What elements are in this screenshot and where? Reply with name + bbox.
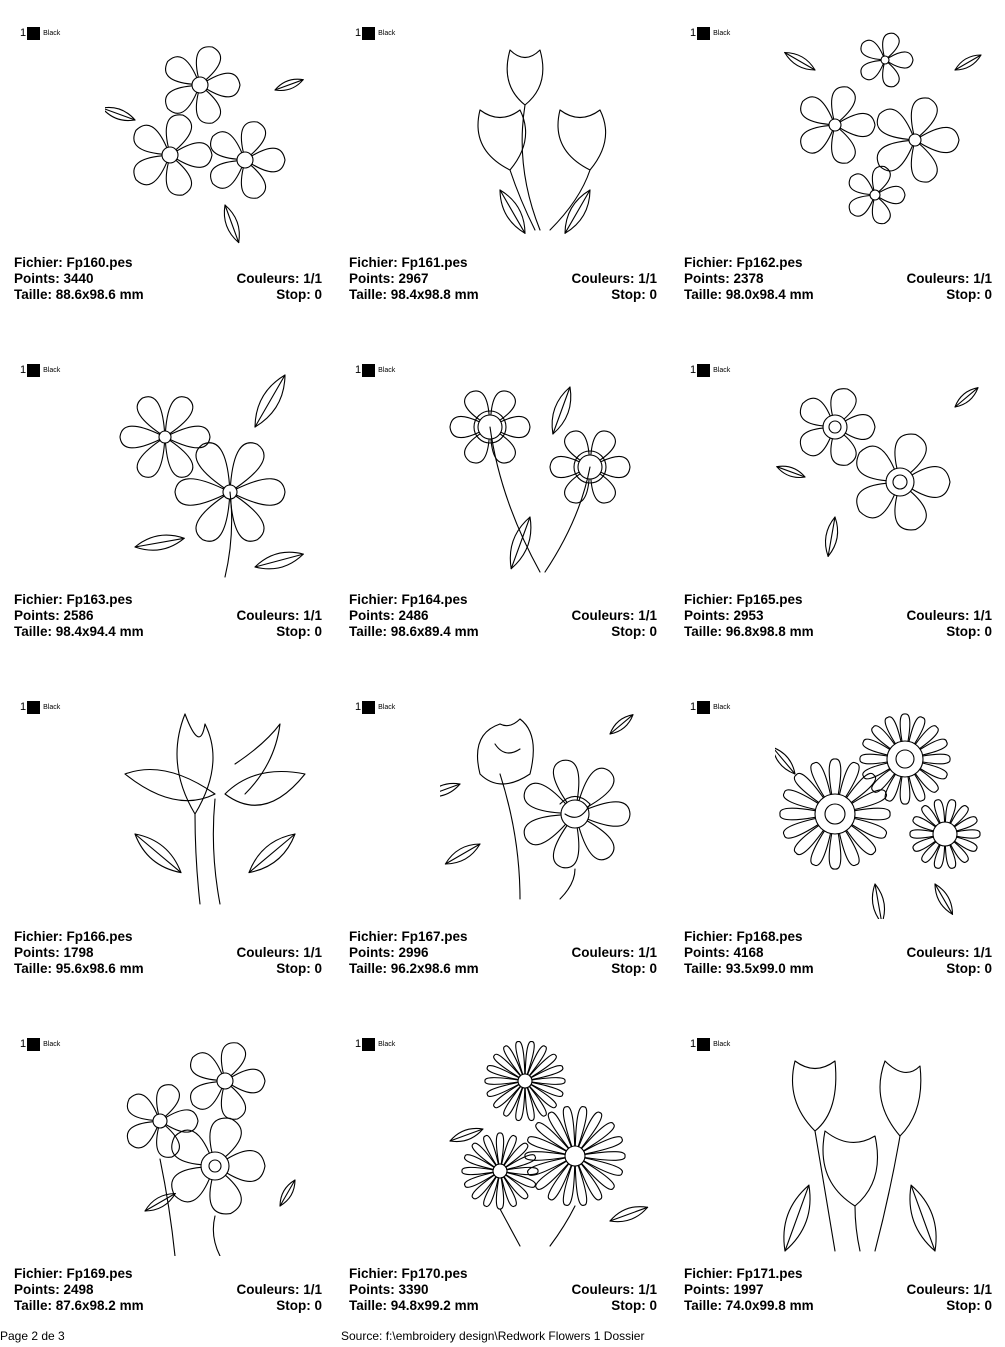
design-card: [0, 674, 335, 1010]
stop-count: Stop: 0: [276, 287, 322, 302]
design-info: [14, 255, 322, 303]
source-path: Source: f:\embroidery design\Redwork Flowers 1 Dossier: [341, 1329, 645, 1343]
stop-count: Stop: 0: [946, 287, 992, 302]
design-card: [335, 1011, 670, 1347]
swatch-number: 1: [355, 701, 362, 713]
black-swatch: [697, 1038, 710, 1051]
black-swatch: [362, 701, 375, 714]
swatch-number: 1: [355, 27, 362, 39]
swatch-number: 1: [690, 701, 697, 713]
color-count: Couleurs: 1/1: [906, 1282, 992, 1297]
design-size: Taille: 88.6x98.6 mm: [14, 287, 144, 302]
daisy-embroidery-drawing: [440, 1041, 660, 1256]
stitch-points: Points: 2953: [684, 608, 764, 623]
color-count: Couleurs: 1/1: [571, 945, 657, 960]
design-info: [349, 929, 657, 977]
design-size: Taille: 74.0x99.8 mm: [684, 1298, 814, 1313]
swatch-name: Black: [43, 703, 61, 711]
sunflower-embroidery-drawing: [775, 704, 995, 919]
design-size: Taille: 96.8x98.8 mm: [684, 624, 814, 639]
design-size: Taille: 95.6x98.6 mm: [14, 961, 144, 976]
color-count: Couleurs: 1/1: [571, 1282, 657, 1297]
color-swatch-row: [690, 26, 730, 40]
swatch-name: Black: [43, 1040, 61, 1048]
swatch-number: 1: [690, 27, 697, 39]
design-size: Taille: 93.5x99.0 mm: [684, 961, 814, 976]
file-name: Fichier: Fp166.pes: [14, 929, 133, 944]
swatch-number: 1: [355, 364, 362, 376]
tulip-embroidery-drawing: [775, 1041, 995, 1256]
design-info: [684, 255, 992, 303]
design-info: [14, 1266, 322, 1314]
stitch-points: Points: 3440: [14, 271, 94, 286]
swatch-name: Black: [378, 366, 396, 374]
file-name: Fichier: Fp163.pes: [14, 592, 133, 607]
stop-count: Stop: 0: [611, 287, 657, 302]
file-name: Fichier: Fp171.pes: [684, 1266, 803, 1281]
design-size: Taille: 98.4x94.4 mm: [14, 624, 144, 639]
color-count: Couleurs: 1/1: [571, 608, 657, 623]
color-swatch-row: [355, 363, 395, 377]
design-size: Taille: 98.0x98.4 mm: [684, 287, 814, 302]
stop-count: Stop: 0: [276, 624, 322, 639]
black-swatch: [362, 364, 375, 377]
black-swatch: [27, 701, 40, 714]
color-swatch-row: [355, 26, 395, 40]
design-card: [0, 1011, 335, 1347]
design-card: [670, 0, 1005, 336]
impatiens-embroidery-drawing: [775, 30, 995, 245]
poppy-embroidery-drawing: [105, 1041, 325, 1256]
stop-count: Stop: 0: [946, 961, 992, 976]
swatch-name: Black: [43, 366, 61, 374]
stop-count: Stop: 0: [946, 1298, 992, 1313]
stop-count: Stop: 0: [611, 1298, 657, 1313]
file-name: Fichier: Fp161.pes: [349, 255, 468, 270]
design-info: [14, 592, 322, 640]
stitch-points: Points: 2967: [349, 271, 429, 286]
swatch-name: Black: [713, 703, 731, 711]
color-count: Couleurs: 1/1: [236, 1282, 322, 1297]
stitch-points: Points: 2486: [349, 608, 429, 623]
design-card: [670, 674, 1005, 1010]
stitch-points: Points: 1798: [14, 945, 94, 960]
calla-lily-embroidery-drawing: [105, 704, 325, 919]
design-card: [335, 674, 670, 1010]
color-swatch-row: [355, 1037, 395, 1051]
design-card: [670, 337, 1005, 673]
stitch-points: Points: 2586: [14, 608, 94, 623]
crocus-embroidery-drawing: [440, 30, 660, 245]
swatch-name: Black: [43, 29, 61, 37]
wild-rose-embroidery-drawing: [775, 367, 995, 582]
design-card: [0, 0, 335, 336]
color-count: Couleurs: 1/1: [906, 608, 992, 623]
file-name: Fichier: Fp169.pes: [14, 1266, 133, 1281]
stop-count: Stop: 0: [946, 624, 992, 639]
color-swatch-row: [20, 363, 60, 377]
file-name: Fichier: Fp167.pes: [349, 929, 468, 944]
black-swatch: [27, 364, 40, 377]
color-swatch-row: [20, 26, 60, 40]
black-swatch: [27, 27, 40, 40]
file-name: Fichier: Fp160.pes: [14, 255, 133, 270]
design-size: Taille: 94.8x99.2 mm: [349, 1298, 479, 1313]
color-swatch-row: [690, 1037, 730, 1051]
stitch-points: Points: 2378: [684, 271, 764, 286]
design-card: [0, 337, 335, 673]
color-count: Couleurs: 1/1: [571, 271, 657, 286]
color-count: Couleurs: 1/1: [236, 608, 322, 623]
design-info: [684, 929, 992, 977]
swatch-name: Black: [713, 366, 731, 374]
color-swatch-row: [20, 700, 60, 714]
swatch-name: Black: [713, 29, 731, 37]
black-swatch: [697, 701, 710, 714]
black-swatch: [362, 27, 375, 40]
design-size: Taille: 98.6x89.4 mm: [349, 624, 479, 639]
color-count: Couleurs: 1/1: [236, 945, 322, 960]
swatch-number: 1: [20, 701, 27, 713]
swatch-name: Black: [713, 1040, 731, 1048]
stop-count: Stop: 0: [276, 961, 322, 976]
swatch-number: 1: [355, 1038, 362, 1050]
pansy-embroidery-drawing: [105, 30, 325, 245]
swatch-name: Black: [378, 29, 396, 37]
color-swatch-row: [690, 700, 730, 714]
design-info: [349, 592, 657, 640]
color-count: Couleurs: 1/1: [906, 945, 992, 960]
swatch-name: Black: [378, 1040, 396, 1048]
file-name: Fichier: Fp164.pes: [349, 592, 468, 607]
stitch-points: Points: 2498: [14, 1282, 94, 1297]
rose-embroidery-drawing: [440, 704, 660, 919]
file-name: Fichier: Fp170.pes: [349, 1266, 468, 1281]
black-swatch: [362, 1038, 375, 1051]
stitch-points: Points: 1997: [684, 1282, 764, 1297]
design-card: [335, 337, 670, 673]
stop-count: Stop: 0: [276, 1298, 322, 1313]
daffodil-embroidery-drawing: [440, 367, 660, 582]
design-card: [670, 1011, 1005, 1347]
file-name: Fichier: Fp165.pes: [684, 592, 803, 607]
color-count: Couleurs: 1/1: [236, 271, 322, 286]
design-info: [684, 592, 992, 640]
file-name: Fichier: Fp168.pes: [684, 929, 803, 944]
stop-count: Stop: 0: [611, 961, 657, 976]
stitch-points: Points: 3390: [349, 1282, 429, 1297]
file-name: Fichier: Fp162.pes: [684, 255, 803, 270]
black-swatch: [697, 27, 710, 40]
stitch-points: Points: 2996: [349, 945, 429, 960]
design-card: [335, 0, 670, 336]
design-info: [349, 1266, 657, 1314]
color-swatch-row: [355, 700, 395, 714]
page-number: Page 2 de 3: [0, 1329, 65, 1343]
design-info: [349, 255, 657, 303]
black-swatch: [27, 1038, 40, 1051]
design-size: Taille: 87.6x98.2 mm: [14, 1298, 144, 1313]
color-swatch-row: [20, 1037, 60, 1051]
swatch-name: Black: [378, 703, 396, 711]
design-info: [684, 1266, 992, 1314]
stitch-points: Points: 4168: [684, 945, 764, 960]
design-size: Taille: 96.2x98.6 mm: [349, 961, 479, 976]
stop-count: Stop: 0: [611, 624, 657, 639]
color-swatch-row: [690, 363, 730, 377]
black-swatch: [697, 364, 710, 377]
design-size: Taille: 98.4x98.8 mm: [349, 287, 479, 302]
swatch-number: 1: [690, 1038, 697, 1050]
swatch-number: 1: [20, 1038, 27, 1050]
lily-embroidery-drawing: [105, 367, 325, 582]
design-info: [14, 929, 322, 977]
swatch-number: 1: [690, 364, 697, 376]
swatch-number: 1: [20, 364, 27, 376]
swatch-number: 1: [20, 27, 27, 39]
color-count: Couleurs: 1/1: [906, 271, 992, 286]
